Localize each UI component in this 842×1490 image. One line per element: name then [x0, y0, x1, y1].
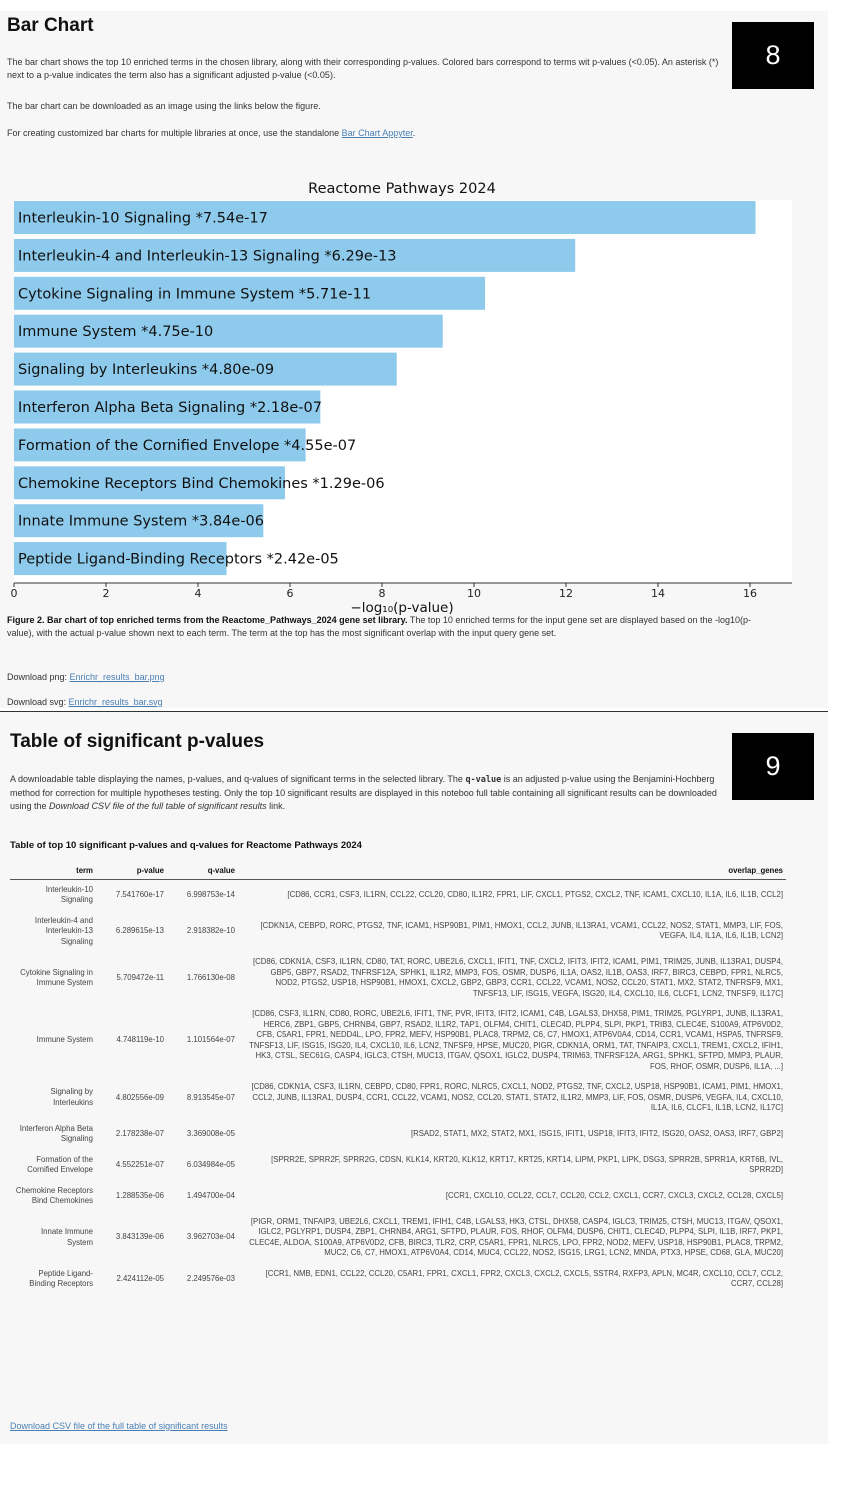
figure-caption-body: The top 10 enriched terms for the input gene set are displayed based on the -log10(p-value), with the actual p-value shown next to each term. The term at the top has the most significant overlap with the input query gene set.	[7, 615, 752, 638]
x-tick-label: 8	[378, 587, 386, 600]
figure-caption-title: Figure 2. Bar chart of top enriched terms from the Reactome_Pathways_2024 gene set library.	[7, 615, 408, 625]
cell-p-value: 2.424112e-05	[116, 1273, 164, 1283]
download-png-label: Download png:	[7, 672, 70, 682]
cell-q-value: 6.998753e-14	[186, 889, 235, 899]
table-row	[10, 911, 786, 953]
x-axis-label: −log₁₀(p-value)	[350, 600, 454, 616]
download-svg-row	[7, 696, 163, 709]
table-desc-part3: link.	[266, 801, 286, 811]
table-section	[0, 711, 828, 1444]
results-table	[10, 864, 786, 1295]
x-tick-label: 4	[194, 587, 202, 600]
cell-overlap-genes: [CD86, CDKN1A, CSF3, IL1RN, CD80, TAT, RORC, UBE2L6, CXCL1, IFIT1, TNF, CXCL2, IFIT3, IFIT2, ICAM1, PIM1, TRIM25, JUNB, IL13RA1, DUSP4, GBP5, GBP7, RSAD2, TNFRSF12A, SPHK1, IL1R2, MMP3, FOS, OSMR, DUSP6, IL1A, OAS2, IL1B, OAS3, IRF7, BIRC3, CEBPD, FPR1, NLRC5, NOD2, PTGS2, USP18, HSP90B1, HMOX1, CXCL2, GBP2, GBP3, CCR1, CCL22, VCAM1, NOS2, CCL20, STAT1, MX2, STAT2, TNFRSF9, MX1, TNFSF13, LIF, ISG15, VEGFA, ISG20, IL4, CXCL10, IL6, CLCF1, LCN2, TNFSF9, IL17C]	[252, 957, 783, 998]
bar-chart-appyter-link[interactable]: Bar Chart Appyter	[341, 128, 413, 138]
cell-term: Interleukin-10 Signaling	[45, 884, 93, 904]
cell-overlap-genes: [CDKN1A, CEBPD, RORC, PTGS2, TNF, ICAM1, HSP90B1, PIM1, HMOX1, CCL2, JUNB, IL13RA1, VCAM1, CCL22, NOS2, STAT1, MMP3, LIF, FOS, VEGFA, IL4, IL1A, IL6, IL1B, LCN2]	[260, 920, 783, 941]
cell-p-value: 1.288535e-06	[115, 1190, 164, 1200]
cell-p-value: 4.748119e-10	[116, 1035, 164, 1045]
download-svg-label: Download svg:	[7, 697, 69, 707]
bar-chart-download-note: The bar chart can be downloaded as an image using the links below the figure.	[7, 101, 321, 111]
bar-label: Cytokine Signaling in Immune System *5.71e-11	[18, 286, 372, 303]
table-desc-part1: A downloadable table displaying the names, p-values, and q-values of significant terms in the selected library. The	[10, 774, 466, 784]
table-row	[10, 1264, 786, 1295]
table-row	[10, 1181, 786, 1212]
x-tick-label: 16	[743, 587, 757, 600]
table-row	[10, 1150, 786, 1181]
x-tick-label: 0	[10, 587, 18, 600]
appyter-note-suffix: .	[412, 128, 416, 138]
cell-q-value: 6.034984e-05	[186, 1159, 235, 1169]
bar-label: Signaling by Interleukins *4.80e-09	[18, 362, 275, 379]
bar-label: Interleukin-10 Signaling *7.54e-17	[18, 210, 268, 227]
bar-chart-heading: Bar Chart	[7, 15, 94, 36]
download-svg-link[interactable]: Enrichr_results_bar.svg	[68, 697, 163, 707]
x-tick-label: 14	[651, 587, 665, 600]
cell-overlap-genes: [SPRR2E, SPRR2F, SPRR2G, CDSN, KLK14, KRT20, KLK12, KRT17, KRT25, KRT14, LIPM, PKP1, LIPK, DSG3, SPRR2B, SPRR1A, KRT6B, IVL, SPRR2D]	[271, 1154, 783, 1174]
table-row	[10, 879, 786, 911]
download-csv-link[interactable]: Download CSV file of the full table of significant results	[10, 1421, 228, 1431]
cell-overlap-genes: [CD86, CCR1, CSF3, IL1RN, CCL22, CCL20, CD80, IL1R2, FPR1, LIF, CXCL1, PTGS2, CXCL2, TNF, ICAM1, CXCL10, IL1A, IL6, IL1B, CCL2]	[287, 889, 783, 899]
table-heading: Table of significant p-values	[10, 731, 265, 752]
step-badge-8: 8	[732, 22, 814, 89]
bar-chart-description: The bar chart shows the top 10 enriched terms in the chosen library, along with their corresponding p-values. Colored bars correspond to terms wit p-values (<0.05). An asterisk (*) next to a p-value indicates the term also has a significant adjusted p-value (<0.05).	[7, 57, 719, 80]
table-row	[10, 952, 786, 1004]
cell-overlap-genes: [RSAD2, STAT1, MX2, STAT2, MX1, ISG15, IFIT1, USP18, IFIT3, IFIT2, ISG20, OAS2, OAS3, IRF7, GBP2]	[410, 1128, 783, 1138]
cell-p-value: 2.178238e-07	[115, 1128, 164, 1138]
bar-label: Interleukin-4 and Interleukin-13 Signaling *6.29e-13	[18, 248, 397, 265]
x-tick-label: 2	[102, 587, 110, 600]
table-row	[10, 1212, 786, 1264]
cell-term: Formation of the Cornified Envelope	[27, 1154, 93, 1174]
cell-p-value: 4.802556e-09	[115, 1092, 164, 1102]
download-png-link[interactable]: Enrichr_results_bar.png	[69, 672, 165, 682]
table-header-row	[10, 864, 786, 879]
bar-chart-section	[0, 11, 828, 708]
header-overlap-genes: overlap_genes	[238, 864, 786, 879]
cell-overlap-genes: [CCR1, CXCL10, CCL22, CCL7, CCL20, CCL2, CXCL1, CCR7, CXCL3, CXCL2, CCL28, CXCL5]	[445, 1190, 783, 1200]
cell-term: Chemokine Receptors Bind Chemokines	[15, 1185, 93, 1205]
download-png-row	[7, 671, 165, 684]
x-tick-label: 12	[559, 587, 573, 600]
bar-label: Immune System *4.75e-10	[18, 324, 214, 341]
x-tick-label: 6	[286, 587, 294, 600]
cell-term: Peptide Ligand-Binding Receptors	[29, 1268, 93, 1288]
bar-label: Interferon Alpha Beta Signaling *2.18e-07	[18, 400, 322, 416]
cell-term: Cytokine Signaling in Immune System	[20, 967, 93, 987]
cell-term: Immune System	[36, 1035, 93, 1045]
x-tick-label: 10	[467, 587, 481, 600]
cell-q-value: 3.962703e-04	[186, 1232, 235, 1242]
cell-p-value: 6.289615e-13	[115, 926, 164, 935]
header-q-value: q-value	[167, 864, 238, 879]
cell-term: Innate Immune System	[40, 1227, 93, 1247]
cell-q-value: 2.918382e-10	[186, 926, 235, 935]
bar-label: Peptide Ligand-Binding Receptors *2.42e-05	[18, 551, 339, 568]
appyter-note-prefix: For creating customized bar charts for multiple libraries at once, use the standalone	[7, 128, 342, 138]
header-p-value: p-value	[96, 864, 167, 879]
bar-chart-appyter-note	[7, 127, 729, 140]
cell-q-value: 1.494700e-04	[186, 1190, 235, 1200]
q-value-code: q-value	[465, 775, 502, 785]
cell-term: Signaling by Interleukins	[50, 1087, 93, 1107]
bar-label: Formation of the Cornified Envelope *4.55e-07	[18, 437, 357, 454]
cell-term: Interferon Alpha Beta Signaling	[19, 1123, 93, 1143]
figure-caption	[7, 614, 777, 640]
bar-label: Chemokine Receptors Bind Chemokines *1.29e-06	[18, 475, 385, 492]
table-desc-link-ref: Download CSV file of the full table of significant results	[49, 801, 267, 811]
table-row	[10, 1119, 786, 1150]
cell-overlap-genes: [CD86, CDKN1A, CSF3, IL1RN, CEBPD, CD80, FPR1, RORC, NLRC5, CXCL1, NOD2, PTGS2, TNF, CXCL2, USP18, HSP90B1, ICAM1, PIM1, HMOX1, CCL2, JUNB, IL13RA1, DUSP4, CCR1, CCL22, VCAM1, NOS2, CCL20, STAT1, STAT2, IL1R2, MMP3, LIF, FOS, OSMR, DUSP6, VEGFA, IL4, CXCL10, IL1A, IL6, CLCF1, IL1B, LCN2, IL17C]	[251, 1082, 783, 1112]
cell-p-value: 3.843139e-06	[115, 1232, 164, 1242]
cell-q-value: 1.766130e-08	[186, 972, 235, 982]
bar-label: Innate Immune System *3.84e-06	[18, 513, 265, 530]
cell-overlap-genes: [CD86, CSF3, IL1RN, CD80, RORC, UBE2L6, IFIT1, TNF, PVR, IFIT3, IFIT2, ICAM1, C4B, LGALS3, DHX58, PIM1, TRIM25, PGLYRP1, JUNB, IL13RA1, HERC6, ZBP1, GBP5, CHRNB4, GBP7, RSAD2, IL1R2, TAP1, OLFM4, CHIT1, CLEC4D, PLPP4, SLPI, PKP1, TRIB3, CLEC4E, S100A9, ATP6V0D2, CFB, C5AR1, FPR1, NEDD4L, LPO, FPR2, MEFV, HSP90B1, PLAC8, TRPM2, C6, C7, HMOX1, ATP6V0A4, CD14, CCR1, VCAM1, HSPA5, TNFRSF9, TNFSF13, LIF, ISG15, ISG20, IL4, CXCL10, IL6, LCN2, TNFSF9, HPSE, MUC20, PIGR, CDKN1A, ORM1, TAT, TNFAIP3, CXCL1, TREM1, CXCL2, IFIH1, HK3, CTSL, SEC61G, CASP4, IGLC3, CTSH, MUC13, ITGAV, QSOX1, IGLC2, DUSP4, TRIM63, TNFRSF12A, ARG1, SPHK1, SFTPD, MMP3, PLAUR, FOS, RHOF, OSMR, DUSP6, IL1A, ...]	[249, 1009, 783, 1071]
table-desc-part2: is an adjusted p-value using the Benjamini-Hochberg method for correction for multiple hypotheses testing. Only the top 10 significant results are displayed in this noteboo full table containing all significant results can be downloaded using the	[10, 774, 717, 811]
table-description	[10, 773, 730, 813]
step-badge-9: 9	[732, 733, 814, 800]
cell-q-value: 2.249576e-03	[186, 1273, 235, 1283]
cell-q-value: 1.101564e-07	[186, 1035, 235, 1045]
cell-p-value: 7.541760e-17	[115, 889, 164, 899]
bar-chart	[0, 176, 828, 616]
cell-p-value: 5.709472e-11	[116, 972, 164, 982]
cell-p-value: 4.552251e-07	[115, 1159, 164, 1169]
cell-q-value: 8.913545e-07	[186, 1092, 235, 1102]
header-term: term	[10, 864, 96, 879]
cell-overlap-genes: [CCR1, NMB, EDN1, CCL22, CCL20, C5AR1, FPR1, CXCL1, FPR2, CXCL3, CXCL2, CXCL5, SSTR4, RXFP3, APLN, MC4R, CXCL10, CCL7, CCL2, CCR7, CCL28]	[265, 1268, 783, 1288]
cell-overlap-genes: [PIGR, ORM1, TNFAIP3, UBE2L6, CXCL1, TREM1, IFIH1, C4B, LGALS3, HK3, CTSL, DHX58, CASP4, IGLC3, TRIM25, CTSH, MUC13, ITGAV, QSOX1, IGLC2, PGLYRP1, DUSP4, ZBP1, CHRNB4, ARG1, SFTPD, PLAUR, FOS, RHOF, OLFM4, DUSP6, CHIT1, CLEC4D, PLPP4, SLPI, IL1B, IRF7, PKP1, CLEC4E, ALDOA, S100A9, ATP6V0D2, CFB, BIRC3, TLR2, CRP, C5AR1, FPR1, NLRC5, LPO, FPR2, NOD2, MEFV, USP18, HSP90B1, PLAC8, TRPM2, MUC2, C6, C7, HMOX1, ATP6V0A4, CD14, MUC4, CCL22, NOS2, ISG15, LRG1, LCN2, MNDA, PTX3, HPSE, CD68, GLA, MUC20]	[249, 1216, 783, 1257]
chart-title: Reactome Pathways 2024	[308, 181, 496, 197]
table-title: Table of top 10 significant p-values and q-values for Reactome Pathways 2024	[10, 840, 362, 851]
cell-q-value: 3.369008e-05	[186, 1128, 235, 1138]
table-row	[10, 1077, 786, 1119]
table-row	[10, 1004, 786, 1077]
cell-term: Interleukin-4 and Interleukin-13 Signaling	[34, 915, 93, 946]
